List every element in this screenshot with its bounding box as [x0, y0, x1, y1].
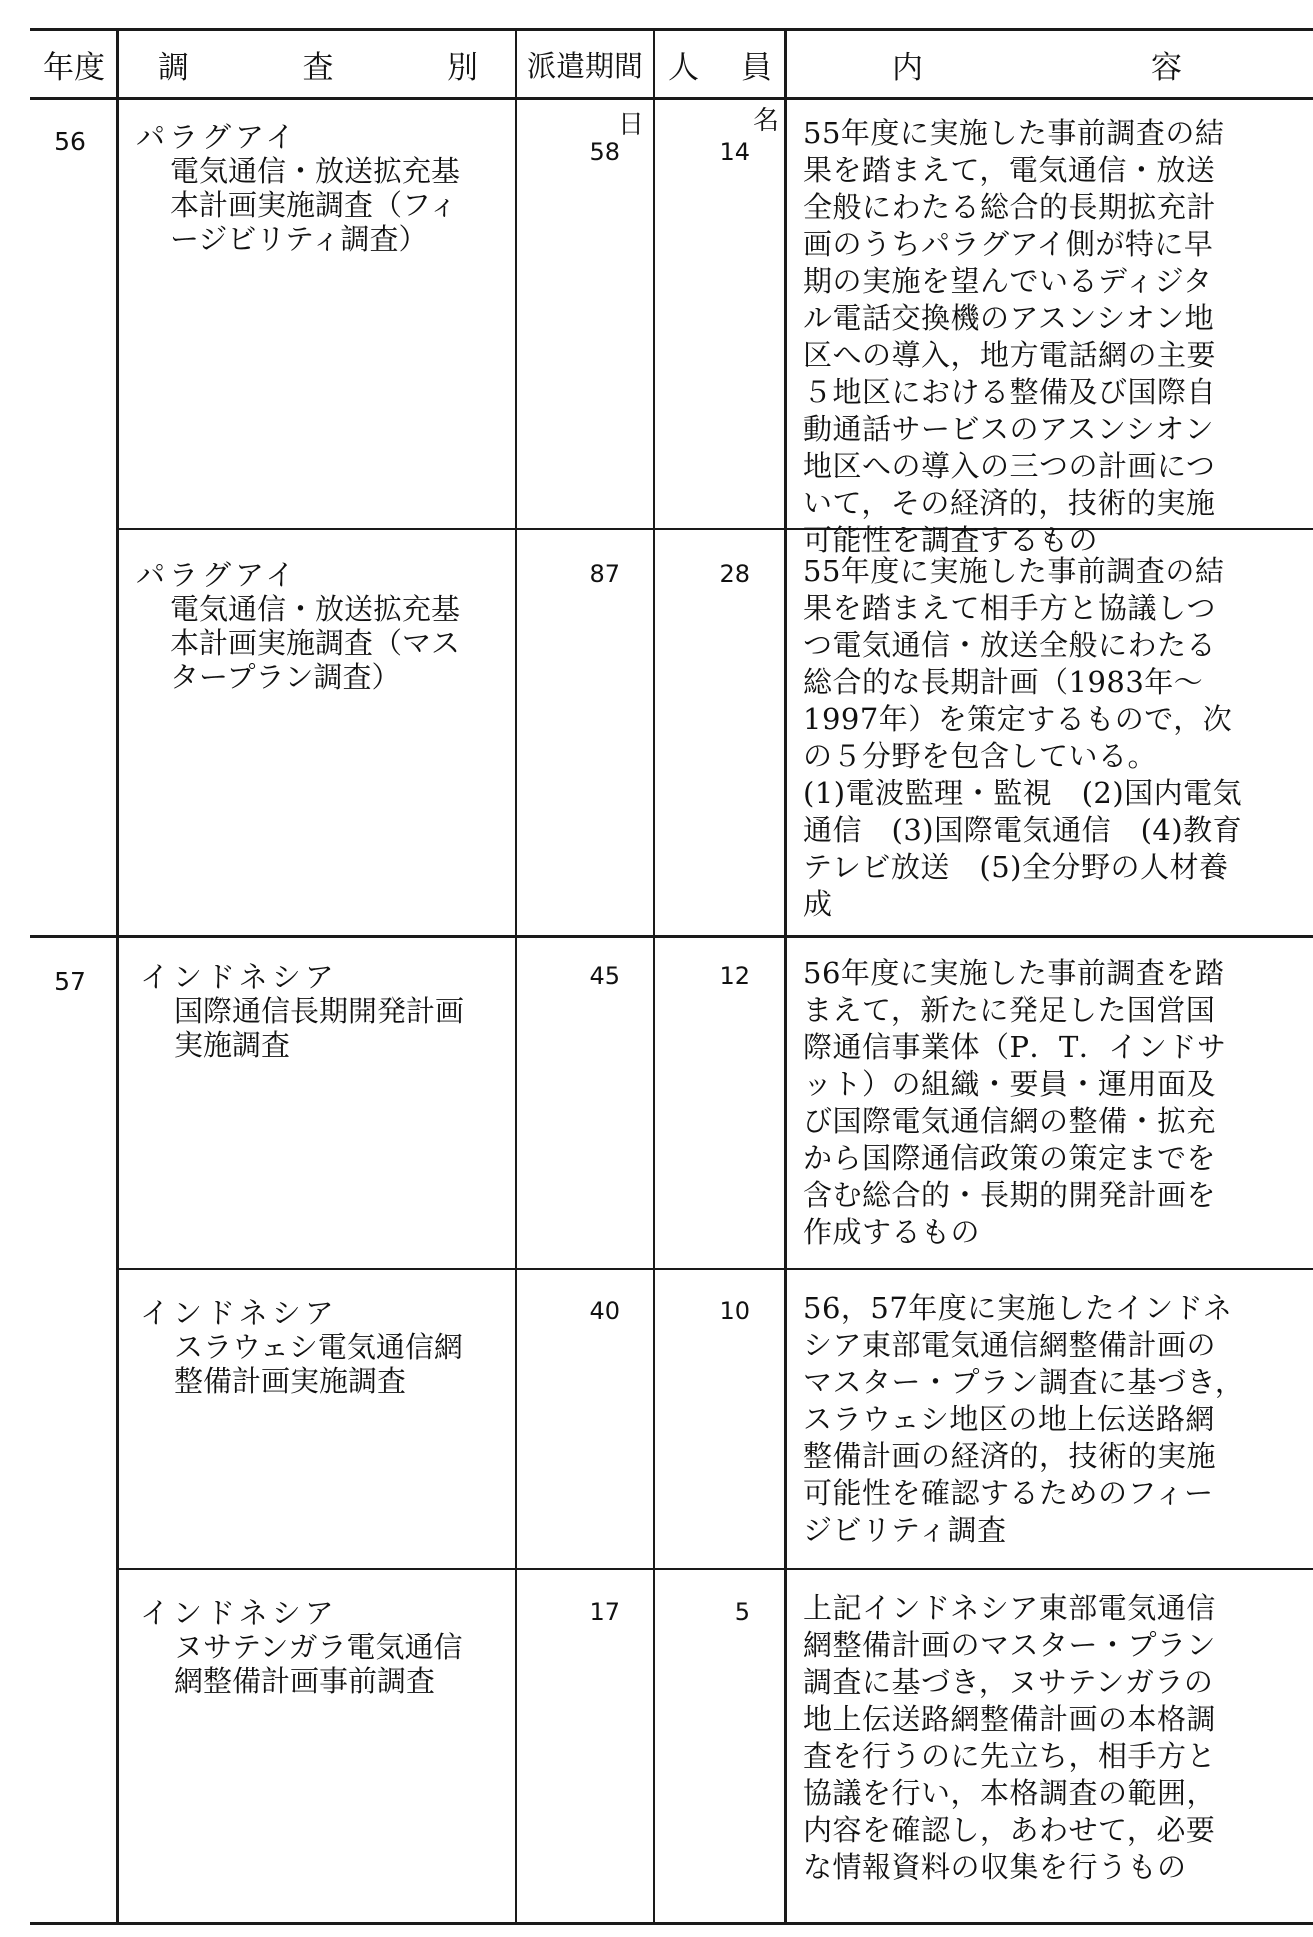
- survey-country: インドネシア: [140, 960, 338, 994]
- header-period: [517, 34, 653, 94]
- survey-name: [140, 1596, 512, 1698]
- period-days: 45: [589, 962, 620, 990]
- header-survey-char: 査: [302, 49, 334, 86]
- content-text: 上記インドネシア東部電気通信 網整備計画のマスター・プラン 調査に基づき，ヌサテンガラの 地上伝送路網整備計画の本格調 査を行うのに先立ち，相手方と 協議を行い，本格調査の範囲， 内容を確認し，あわせて，必要 な情報資料の収集を行うもの: [803, 1591, 1217, 1884]
- staff-count: 5: [734, 1598, 750, 1626]
- header-staff-char: 人: [668, 49, 699, 86]
- survey-country: インドネシア: [140, 1296, 338, 1330]
- header-staff-char: 員: [741, 49, 772, 86]
- survey-title: ヌサテンガラ電気通信 網整備計画事前調査: [174, 1630, 463, 1698]
- period-days: 17: [589, 1598, 620, 1626]
- survey-name: [140, 960, 512, 1062]
- header-staff: [668, 34, 772, 94]
- survey-name: [136, 558, 511, 694]
- survey-country: パラグアイ: [136, 120, 299, 154]
- period-column-divider: [653, 28, 655, 1923]
- staff-count: 14: [719, 138, 750, 166]
- survey-title: 電気通信・放送拡充基 本計画実施調査（フィ ージビリティ調査）: [170, 154, 461, 256]
- content-text: 55年度に実施した事前調査の結 果を踏まえて相手方と協議しつ つ電気通信・放送全般にわたる 総合的な長期計画（1983年～ 1997年）を策定するもので，次 の５分野を包含している。 (1)電波監理・監視 (2)国内電気 通信 (3)国際電気通信 (4)教育 テレビ放送 (5)全分野の人材養 成: [803, 554, 1243, 921]
- period-days: 87: [589, 560, 620, 588]
- staff-column-divider: [784, 28, 787, 1923]
- year-column-divider: [116, 28, 119, 1923]
- header-year-label: 年度: [43, 49, 105, 86]
- survey-title: 電気通信・放送拡充基 本計画実施調査（マス タープラン調査）: [170, 592, 461, 694]
- staff-count: 28: [719, 560, 750, 588]
- days-unit: 日: [617, 110, 644, 140]
- survey-title: 国際通信長期開発計画 実施調査: [174, 994, 465, 1062]
- period-days: 58: [589, 138, 620, 166]
- period-days: 40: [589, 1297, 620, 1325]
- table-bottom-rule: [30, 1922, 1313, 1925]
- header-content-char: 容: [1151, 49, 1182, 86]
- row-year: 57: [54, 967, 86, 996]
- survey-column-divider: [515, 28, 517, 1923]
- survey-country: インドネシア: [140, 1596, 338, 1630]
- header-content-char: 内: [892, 49, 923, 86]
- row-separator: [118, 1568, 1313, 1570]
- header-content: [892, 34, 1182, 94]
- survey-name: [140, 1296, 512, 1398]
- staff-count: 10: [719, 1297, 750, 1325]
- header-survey: [158, 34, 478, 94]
- row-separator: [118, 1268, 1313, 1270]
- row-year: 56: [54, 127, 86, 156]
- header-survey-char: 別: [447, 49, 478, 86]
- content-text: 56年度に実施した事前調査を踏 まえて，新たに発足した国営国 際通信事業体（P．T．インドサ ット）の組織・要員・運用面及 び国際電気通信網の整備・拡充 から国際通信政策の策定までを 含む総合的・長期的開発計画を 作成するもの: [803, 956, 1227, 1249]
- header-period-label: 派遣期間: [526, 48, 643, 83]
- content-text: 56，57年度に実施したインドネ シア東部電気通信網整備計画の マスター・プラン調査に基づき， スラウェシ地区の地上伝送路網 整備計画の経済的，技術的実施 可能性を確認するためのフィー ジビリティ調査: [803, 1291, 1245, 1547]
- table-top-rule: [30, 28, 1313, 31]
- persons-unit: 名: [752, 106, 779, 136]
- survey-country: パラグアイ: [136, 558, 299, 592]
- header-survey-char: 調: [158, 49, 189, 86]
- survey-name: [136, 120, 511, 256]
- staff-count: 12: [719, 962, 750, 990]
- header-bottom-rule: [30, 97, 1313, 100]
- year-separator: [30, 935, 1313, 938]
- header-year: [32, 34, 116, 94]
- survey-title: スラウェシ電気通信網 整備計画実施調査: [174, 1330, 463, 1398]
- content-text: 55年度に実施した事前調査の結 果を踏まえて，電気通信・放送 全般にわたる総合的長期拡充計 画のうちパラグアイ側が特に早 期の実施を望んでいるディジタ ル電話交換機のアスンシオン地 区への導入，地方電話網の主要 ５地区における整備及び国際自 動通話サービスのアスンシオン 地区への導入の三つの計画につ いて，その経済的，技術的実施 可能性を調査するもの: [803, 116, 1225, 557]
